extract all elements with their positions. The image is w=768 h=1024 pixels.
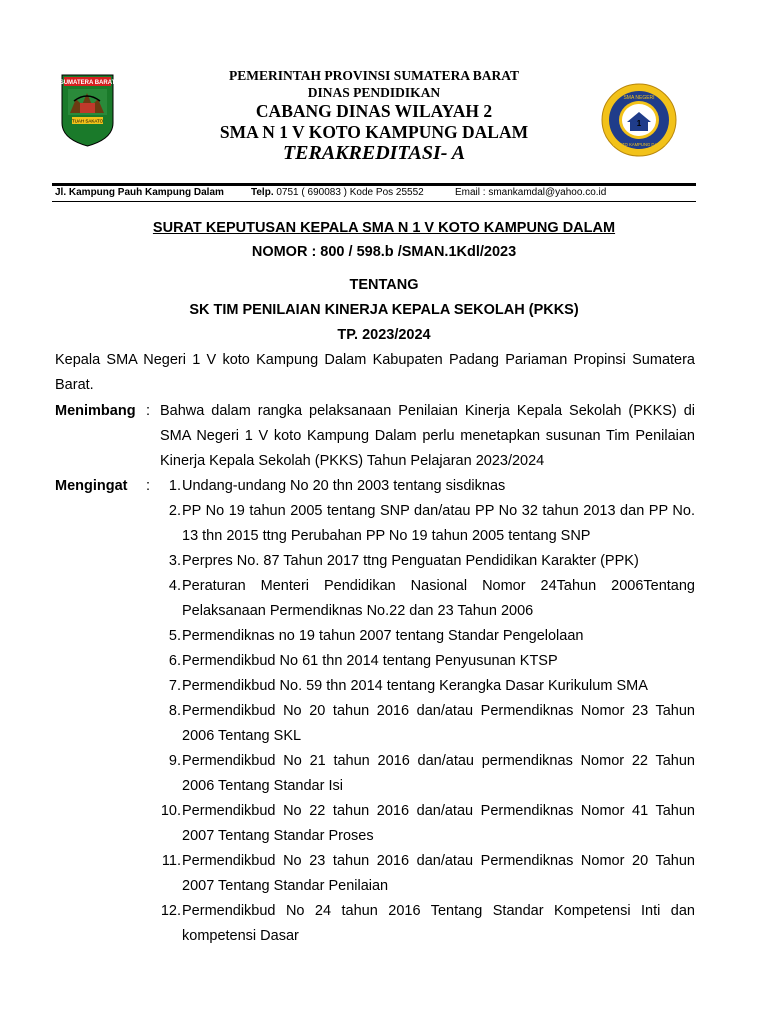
letterhead-divider-thin [52,201,696,202]
mengingat-colon: : [146,478,151,494]
list-item: 6. Permendikbud No 61 thn 2014 tentang Penyusunan KTSP [168,653,558,669]
list-item: 7. Permendikbud No. 59 thn 2014 tentang Kerangka Dasar Kurikulum SMA [168,678,648,694]
kop-pemerintah: PEMERINTAH PROVINSI SUMATERA BARAT [229,68,519,83]
list-item: 8. Permendikbud No 20 tahun 2016 dan/atau Permendiknas Nomor 23 Tahun 2006 Tentang SKL [168,703,695,744]
sumatera-barat-emblem [60,73,115,148]
menimbang-colon: : [146,403,151,419]
contact-phone: Telp. 0751 ( 690083 ) Kode Pos 25552 [251,187,424,198]
list-item: 9. Permendikbud No 21 tahun 2016 dan/atau permendiknas Nomor 22 Tahun 2006 Tentang Standar Isi [168,753,695,794]
list-item: 2. PP No 19 tahun 2005 tentang SNP dan/atau PP No 32 tahun 2013 dan PP No. 13 thn 2015 ttng Perubahan PP No 19 tahun 2005 tentang SNP [168,503,695,544]
menimbang-text: Bahwa dalam rangka pelaksanaan Penilaian Kinerja Kepala Sekolah (PKKS) di SMA Negeri 1 V koto Kampung Dalam perlu menetapkan susunan Tim Penilaian Kinerja Kepala Sekolah (PKKS) Tahun Pelajaran 2023/2024 [160,403,695,469]
mengingat-label: Mengingat [55,478,128,494]
intro-paragraph: Kepala SMA Negeri 1 V koto Kampung Dalam Kabupaten Padang Pariaman Propinsi Sumatera Barat. [55,352,695,393]
svg-text:V KOTO KAMPUNG DALAM: V KOTO KAMPUNG DALAM [612,142,666,147]
list-item: 12. Permendikbud No 24 tahun 2016 Tentang Standar Kompetensi Inti dan kompetensi Dasar [160,903,695,944]
svg-text:1: 1 [636,119,642,128]
list-item: 5. Permendiknas no 19 tahun 2007 tentang Standar Pengelolaan [168,628,584,644]
decree-number: NOMOR : 800 / 598.b /SMAN.1Kdl/2023 [251,244,517,260]
kop-school-name: SMA N 1 V KOTO KAMPUNG DALAM [219,122,529,142]
list-item: 10. Permendikbud No 22 tahun 2016 dan/atau Permendiknas Nomor 41 Tahun 2007 Tentang Standar Proses [160,803,695,844]
list-item: 3. Perpres No. 87 Tahun 2017 ttng Penguatan Pendidikan Karakter (PPK) [168,553,639,569]
list-item: 4. Peraturan Menteri Pendidikan Nasional Nomor 24Tahun 2006Tentang Pelaksanaan Permendiknas No.22 dan 23 Tahun 2006 [168,578,695,619]
mengingat-list [155,474,695,949]
decree-subject: SK TIM PENILAIAN KINERJA KEPALA SEKOLAH (PKKS) [189,302,579,318]
list-item: 1. Undang-undang No 20 thn 2003 tentang sisdiknas [168,478,506,494]
kop-cabang: CABANG DINAS WILAYAH 2 [255,101,493,121]
svg-text:TUAH SAKATO: TUAH SAKATO [71,118,104,124]
kop-accreditation: TERAKREDITASI- A [282,142,466,164]
list-item: 11. Permendikbud No 23 tahun 2016 dan/atau Permendiknas Nomor 20 Tahun 2007 Tentang Standar Penilaian [161,853,695,894]
decree-year: TP. 2023/2024 [337,327,431,343]
contact-address: Jl. Kampung Pauh Kampung Dalam [55,187,224,198]
decree-heading: SURAT KEPUTUSAN KEPALA SMA N 1 V KOTO KAMPUNG DALAM [152,220,616,236]
svg-text:SUMATERA BARAT: SUMATERA BARAT [60,80,115,86]
contact-email: Email : smankamdal@yahoo.co.id [455,187,607,198]
svg-text:SMA NEGERI: SMA NEGERI [623,95,655,101]
decree-about: TENTANG [349,277,419,293]
kop-dinas: DINAS PENDIDIKAN [307,85,441,100]
menimbang-label: Menimbang [55,403,136,419]
letterhead-divider-thick [52,183,696,186]
